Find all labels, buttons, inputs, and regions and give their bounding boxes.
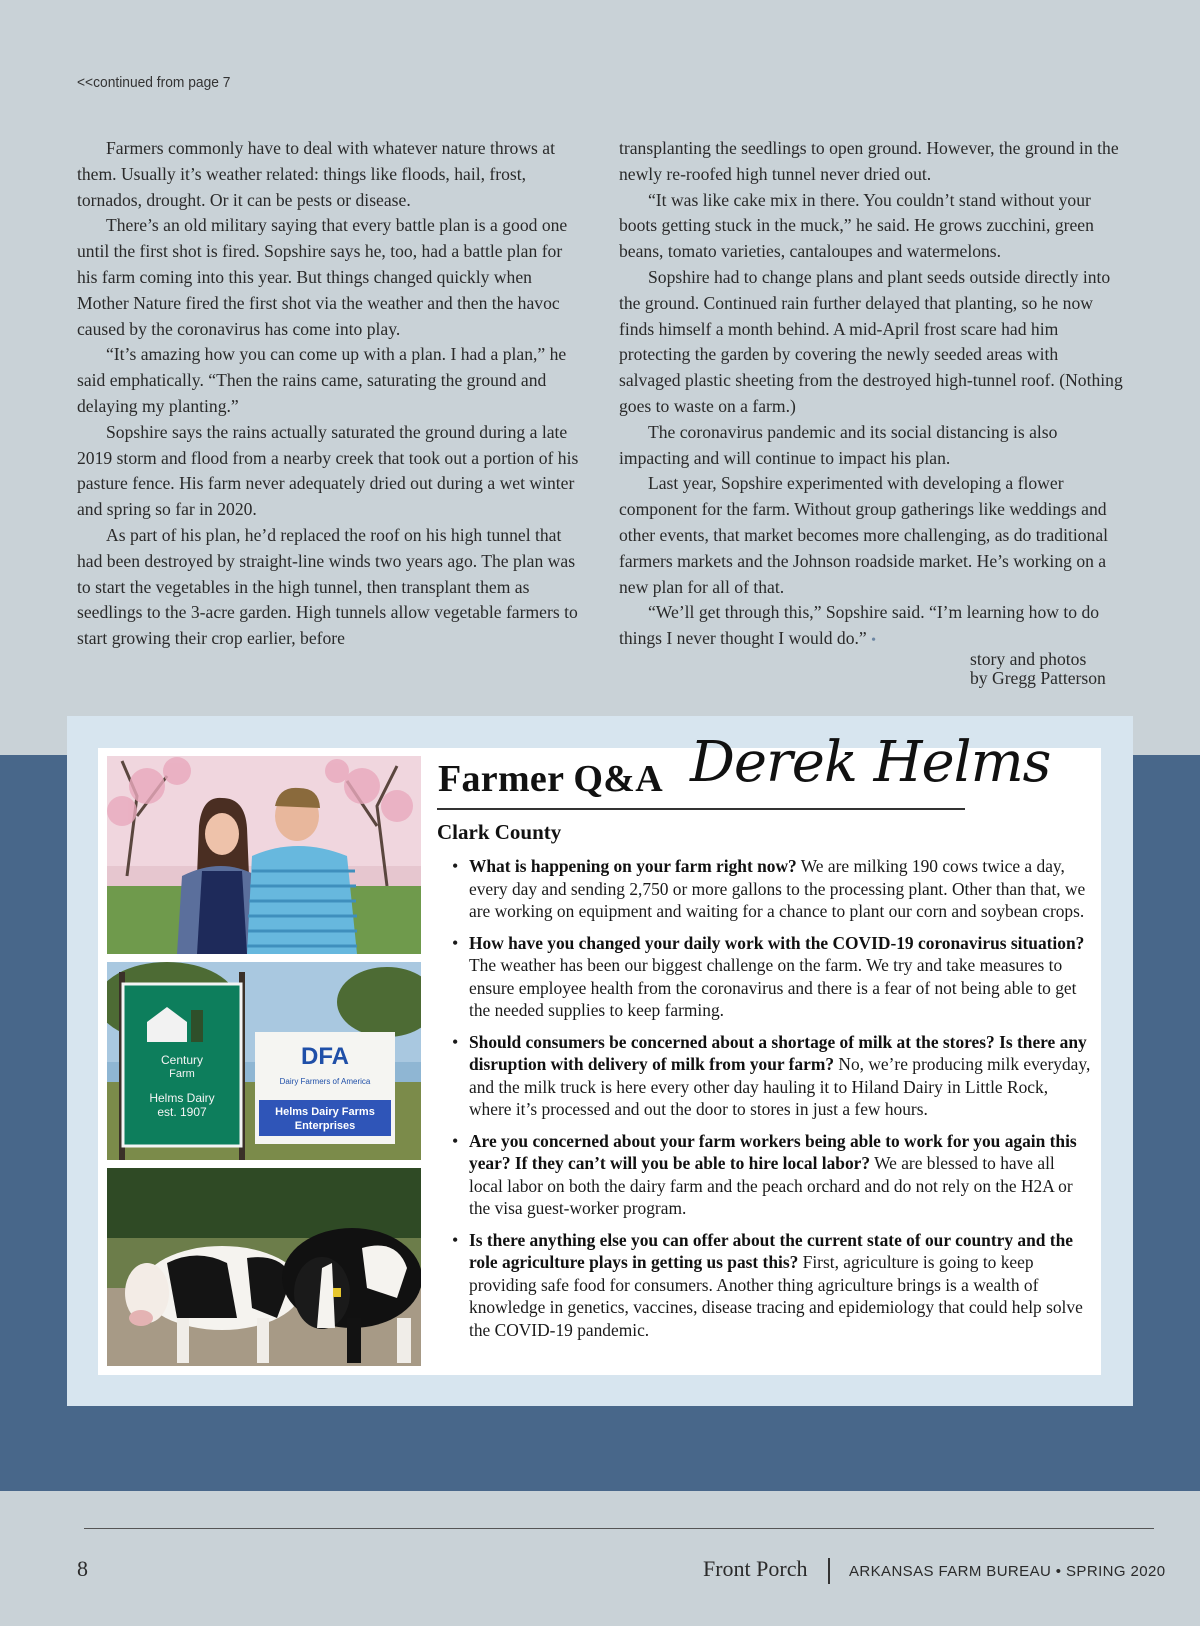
qa-item: [452, 1130, 1092, 1220]
qa-item: [452, 855, 1092, 923]
article-closing-paragraph: [619, 600, 1124, 654]
byline: [970, 650, 1106, 688]
article-paragraph: Sopshire had to change plans and plant seeds outside directly into the ground. Continued rain further delayed that planting, so he now finds himself a month behind. A mid-April frost scare had him protecting the garden by covering the newly seeded areas with salvaged plastic sheeting from the destroyed high-tunnel roof. (Nothing goes to waste on a farm.): [619, 266, 1123, 416]
sign-enterprises: Enterprises: [294, 1120, 356, 1132]
sign-helms-dairy: Helms Dairy: [149, 1091, 215, 1105]
article-column-left: [77, 136, 582, 652]
article-paragraph: “It’s amazing how you can come up with a plan. I had a plan,” he said emphatically. “Then the rains came, saturating the ground and delaying my planting.”: [77, 344, 567, 416]
photo-farm-signs: [107, 962, 421, 1160]
footer-divider: [828, 1558, 830, 1584]
qa-question: Should consumers be concerned about a shortage of milk at the stores? Is there any disruption with delivery of milk from your farm?: [469, 1031, 1087, 1074]
magazine-name: Front Porch: [703, 1556, 808, 1581]
qa-answer: We are milking 190 cows twice a day, every day and sending 2,750 or more gallons to the processing plant. Other than that, we are working on equipment and waiting for a chance to plant our corn and soybean crops.: [469, 856, 1086, 921]
article-column-right: [619, 136, 1124, 654]
qa-title: Farmer Q&A: [438, 758, 663, 800]
issue-label: SPRING 2020: [1066, 1563, 1166, 1580]
qa-answer: No, we’re producing milk everyday, and the milk truck is here every other day hauling it to Hiland Dairy in Little Rock, where it’s processed and out the door to stores in just a few hours.: [469, 1054, 1091, 1119]
qa-question: Is there anything else you can offer about the current state of our country and the role agriculture plays in getting us past this?: [469, 1229, 1073, 1272]
sign-century: Century: [160, 1053, 204, 1067]
page-number: 8: [77, 1556, 88, 1581]
publisher-name: ARKANSAS FARM BUREAU: [849, 1563, 1052, 1580]
article-paragraph: There’s an old military saying that every battle plan is a good one until the first shot is fired. Sopshire says he, too, had a battle plan for his farm coming into this year. But things changed quickly when Mother Nature fired the first shot via the weather and then the havoc caused by the coronavirus has come into play.: [77, 215, 568, 339]
closing-quote: “We’ll get through this,” Sopshire said. “I’m learning how to do things I never thought I would do.”: [619, 602, 1100, 649]
footer-publication: [849, 1563, 1165, 1580]
article-paragraph: “It was like cake mix in there. You couldn’t stand without your boots getting stuck in the muck,” he said. He grows zucchini, green beans, tomato varieties, cantaloupes and watermelons.: [619, 189, 1094, 262]
article-paragraph: Farmers commonly have to deal with whatever nature throws at them. Usually it’s weather related: things like floods, hail, frost, tornados, drought. Or it can be pests or disease.: [77, 138, 555, 210]
sign-helms-farms: Helms Dairy Farms: [275, 1106, 375, 1118]
qa-item: [452, 1229, 1092, 1342]
photo-dairy-cows: [107, 1168, 421, 1366]
article-paragraph: Sopshire says the rains actually saturated the ground during a late 2019 storm and flood from a nearby creek that took out a portion of his pasture fence. His farm never adequately dried out during a wet winter and spring so far in 2020.: [77, 421, 579, 520]
qa-answer: The weather has been our biggest challenge on the farm. We try and take measures to ensure employee health from the coronavirus and there is a fear of not being able to get the needed supplies to keep farming.: [469, 955, 1077, 1020]
byline-line-1: story and photos: [970, 649, 1087, 669]
qa-question: What is happening on your farm right now?: [469, 856, 797, 876]
end-mark-icon: •: [871, 633, 877, 649]
qa-list: [452, 855, 1092, 1350]
footer-bullet: •: [1055, 1563, 1062, 1580]
qa-county: Clark County: [437, 820, 562, 844]
sign-est: est. 1907: [157, 1105, 207, 1119]
qa-question: How have you changed your daily work with the COVID-19 coronavirus situation?: [469, 932, 1085, 953]
footer-rule: [84, 1528, 1154, 1529]
qa-answer: First, agriculture is going to keep providing safe food for consumers. Another thing agriculture brings is a wealth of knowledge in genetics, vaccines, disease tracing and epidemiology that could help solve the COVID-19 pandemic.: [469, 1252, 1083, 1340]
sign-dfa-caption: Dairy Farmers of America: [279, 1077, 371, 1086]
photo-couple-orchard: [107, 756, 421, 954]
article-paragraph: As part of his plan, he’d replaced the roof on his high tunnel that had been destroyed by straight-line winds two years ago. The plan was to start the vegetables in the high tunnel, then transplant them as seedlings to the 3-acre garden. High tunnels allow vegetable farmers to start growing their crop earlier, before: [77, 524, 578, 649]
sign-dfa: DFA: [301, 1043, 349, 1070]
article-paragraph: The coronavirus pandemic and its social distancing is also impacting and will continue to impact his plan.: [619, 421, 1058, 468]
qa-question: Are you concerned about your farm workers being able to work for you again this year? If they can’t will you be able to hire local labor?: [469, 1130, 1077, 1173]
article-paragraph: Last year, Sopshire experimented with developing a flower component for the farm. Without group gatherings like weddings and other events, that market becomes more challenging, as do traditional farmers markets and the Johnson roadside market. He’s working on a new plan for all of that.: [619, 473, 1109, 597]
sign-farm: Farm: [169, 1068, 195, 1080]
qa-item: [452, 932, 1092, 1022]
byline-line-2: by Gregg Patterson: [970, 668, 1106, 688]
article-paragraph: transplanting the seedlings to open ground. However, the ground in the newly re-roofed high tunnel never dried out.: [619, 138, 1119, 184]
continued-from-note: <<continued from page 7: [77, 74, 231, 91]
qa-title-rule: [437, 808, 965, 810]
qa-answer: We are blessed to have all local labor on both the dairy farm and the peach orchard and do not rely on the H2A or the visa guest-worker program.: [469, 1153, 1073, 1218]
qa-farmer-name: Derek Helms: [690, 730, 1051, 795]
qa-item: [452, 1031, 1092, 1121]
